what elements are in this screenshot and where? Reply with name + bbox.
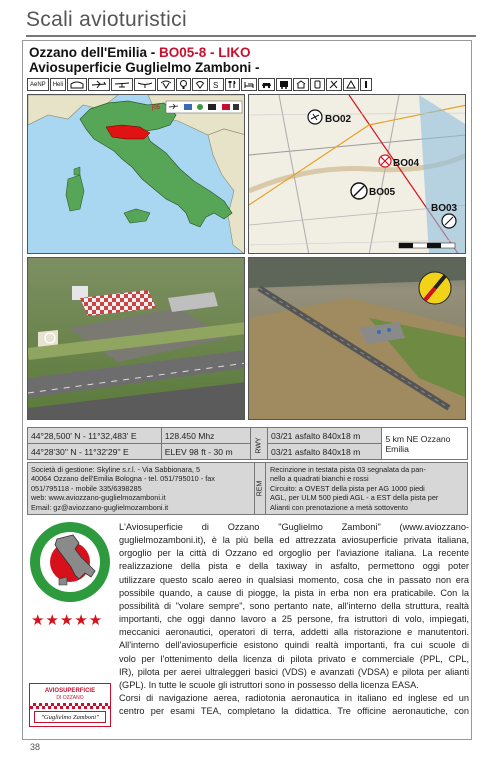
local-area-map xyxy=(248,94,466,254)
marker-label-bo05: BO05 xyxy=(369,187,396,198)
aerial-photo-runway xyxy=(248,257,466,420)
text-line: IR), pilota per aerei ultraleggeri basici (VDS) e avanzati (VDSA) e pilota per alianti xyxy=(119,666,469,677)
italy-roundel-logo xyxy=(29,521,111,603)
marker-label-bo02: BO02 xyxy=(325,114,352,125)
ultralight-icon xyxy=(111,78,133,91)
website-link[interactable]: web: www.aviozzano-guglielmozamboni.it xyxy=(31,493,166,503)
page-number: 38 xyxy=(30,742,41,752)
text-line: utilizzare questo scalo aereo in qualsiasi momento, cosa che in passato non era xyxy=(119,574,469,585)
badge-name: "Guglielmo Zamboni" xyxy=(34,711,106,723)
rating-stars: ★★★★★ xyxy=(31,612,104,629)
coordinates-decimal: 44°28,500' N - 11°32,483' E xyxy=(28,428,162,444)
management-line: Società di gestione: Skyline s.r.l. - Via Sabbionara, 5 xyxy=(31,465,201,474)
radio-frequency: 128.450 Mhz xyxy=(161,428,250,444)
school-icon xyxy=(293,78,309,91)
north-arrow-icon xyxy=(419,272,451,304)
aerial-photo-hangars xyxy=(27,257,245,420)
svg-text:S: S xyxy=(213,81,219,89)
hangar-icon xyxy=(67,78,87,91)
aviosuperficie-badge-logo xyxy=(29,683,111,727)
management-remarks-block xyxy=(27,462,468,515)
text-line: volo per l'ottenimento della licenza di pilota privato e commerciale (PPL, CPL, xyxy=(119,653,469,664)
glider-icon xyxy=(134,78,156,91)
airfield-info-table xyxy=(27,427,468,460)
management-line: 051/795118 - mobile 335/6398285 xyxy=(31,483,142,493)
info-icon xyxy=(360,78,372,91)
runway-1: 03/21 asfalto 840x18 m xyxy=(267,428,382,444)
remark-line: AGL, per ULM 500 piedi AGL - a EST della pista per xyxy=(270,493,439,503)
description-text xyxy=(119,521,469,718)
text-line: L'Aviosuperficie di Ozzano "Guglielmo Zamboni" (www.aviozzano- xyxy=(119,522,469,532)
airfield-title xyxy=(29,45,251,60)
text-line: Corsi di navigazione aerea, radiotonia aeronautica in italiano ed inglese ed un xyxy=(119,693,469,704)
text-line: possibile quando, a cause di piogge, la pista in erba non era praticabile. Con la xyxy=(119,587,469,598)
text-line: possibilità di "volare sempre", sono pertanto nate, all'interno della struttura, realtà xyxy=(119,600,469,611)
bus-icon xyxy=(276,78,292,91)
map-legend-icons xyxy=(166,101,242,113)
runway-2: 03/21 asfalto 840x18 m xyxy=(267,444,382,460)
text-line: orgoglio per la città di Ozzano ed orgoglio per l'aviazione italiana. La recente xyxy=(119,548,469,559)
text-line: realizzazione della pista e della taxiway in asfalto, permettono oggi poter xyxy=(119,561,469,572)
scale-bar xyxy=(399,243,455,248)
rwy-tag: RWY xyxy=(250,428,267,460)
phone-icon xyxy=(310,78,325,91)
location-description: 5 km NE Ozzano Emilia xyxy=(382,428,468,460)
fuel-icon xyxy=(209,78,224,91)
fork-knife-icon xyxy=(225,78,240,91)
car-icon xyxy=(258,78,275,91)
balloon-icon xyxy=(176,78,191,91)
rem-tag: REM xyxy=(254,463,266,514)
airplane-icon xyxy=(88,78,110,91)
airfield-name: Ozzano dell'Emilia - xyxy=(29,45,159,60)
badge-subtitle: DI OZZANO xyxy=(56,695,84,701)
airfield-subtitle: Aviosuperficie Guglielmo Zamboni - xyxy=(29,60,260,75)
coordinates-dms: 44°28'30'' N - 11°32'29'' E xyxy=(28,444,162,460)
heli-tag: Heli xyxy=(50,78,66,91)
aenp-tag: AeNP xyxy=(27,78,49,91)
management-line: 40064 Ozzano dell'Emilia Bologna - tel. 051/795010 - fax xyxy=(31,474,215,484)
airfield-code: BO05-8 - LIKO xyxy=(158,45,251,60)
remarks xyxy=(270,465,466,512)
service-icons-row xyxy=(27,78,373,91)
text-line: importanti, che oggi danno lavoro a 25 persone, fra istruttori di volo, impiegati, xyxy=(119,614,469,625)
hotel-icon xyxy=(241,78,257,91)
page-header xyxy=(26,8,476,36)
italy-location-map xyxy=(27,94,245,254)
parachute-icon xyxy=(192,78,208,91)
text-line: (GPL). In tutte le scuole gli istruttori sono in possesso della licenza EASA. xyxy=(119,679,419,690)
tools-icon xyxy=(326,78,342,91)
italy-map-label: j05 xyxy=(152,105,161,111)
text-line: meccanici aeronautici, operatori di terra, addetti alla ristorazione e manutentori. xyxy=(119,627,469,638)
text-line: All'interno dell'aviosuperficie esistono quindi realtà importanti, fra cui scuole di xyxy=(119,640,469,651)
paraglider-icon xyxy=(157,78,175,91)
remark-line: Recinzione in testata pista 03 segnalata da pan- xyxy=(270,465,426,474)
marker-label-bo04: BO04 xyxy=(393,158,420,169)
badge-title: AVIOSUPERFICIE xyxy=(44,688,96,694)
elevation: ELEV 98 ft - 30 m xyxy=(161,444,250,460)
management-info xyxy=(31,465,251,512)
marker-label-bo03: BO03 xyxy=(431,203,458,214)
text-line: centro per esami TEA, completano la didattica. Tre officine aeronautiche, con xyxy=(119,706,469,717)
email-link[interactable]: Email: gz@aviozzano-guglielmozamboni.it xyxy=(31,502,169,512)
remark-line: Alianti con prenotazione a metà sottovento xyxy=(270,502,408,512)
camping-icon xyxy=(343,78,359,91)
page-title: Scali avioturistici xyxy=(26,8,187,31)
remark-line: Circuito: a OVEST della pista per AG 1000 piedi xyxy=(270,483,425,493)
text-line: guglielmozamboni.it), è la più bella ed attrezzata aviosuperficie privata italiana, xyxy=(119,535,469,546)
header-rule xyxy=(26,35,476,37)
badge-checker xyxy=(30,703,110,709)
airfield-card xyxy=(22,40,472,740)
remark-line: nello a quadrati bianchi e rossi xyxy=(270,474,369,484)
